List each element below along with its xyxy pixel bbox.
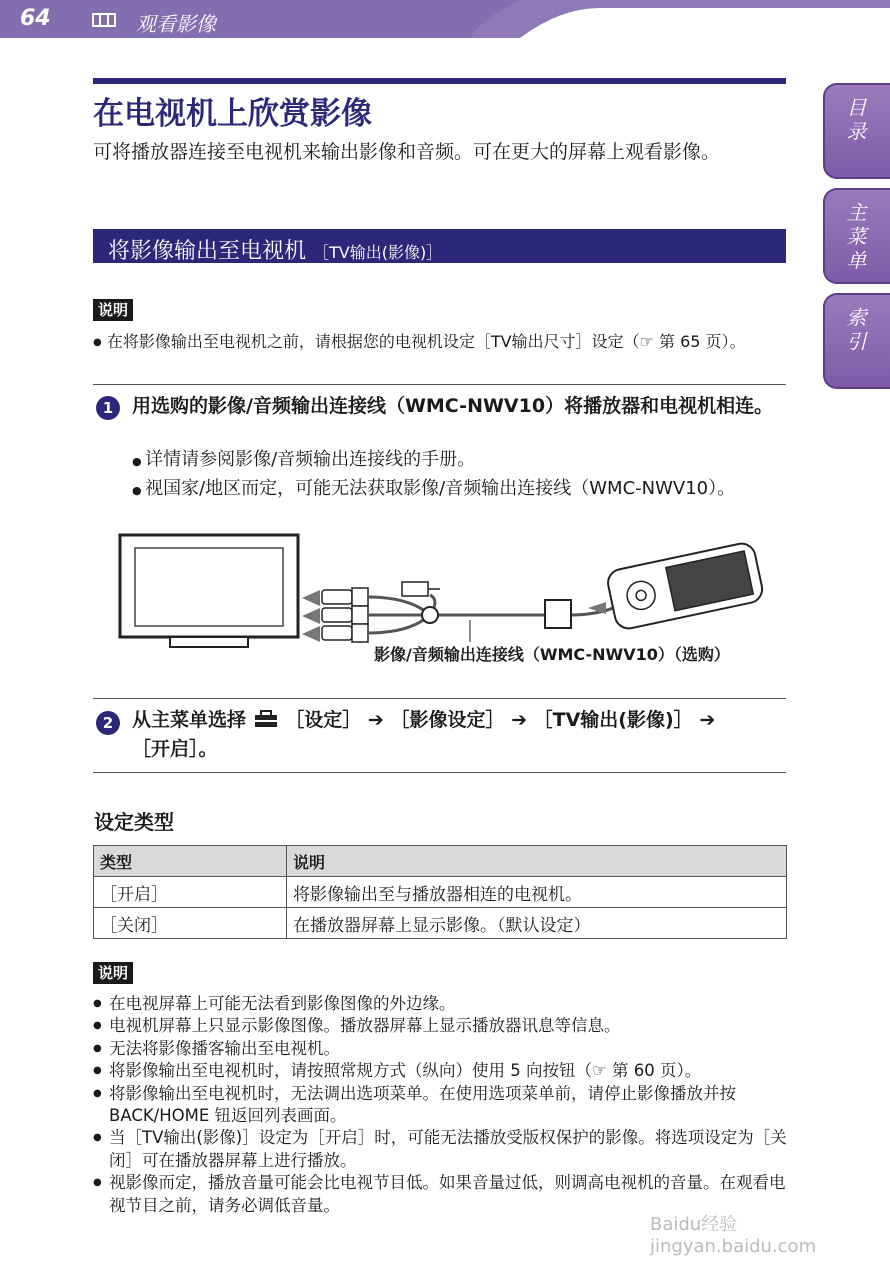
page-title: 在电视机上欣赏影像: [93, 96, 372, 132]
note1-text: 在将影像输出至电视机之前，请根据您的电视机设定［TV输出尺寸］设定（☞ 第 65 页）。: [106, 332, 746, 351]
video-icon: [92, 13, 116, 27]
step2-number: 2: [96, 711, 120, 735]
bullet-icon: ●: [132, 484, 146, 497]
note-label: [93, 299, 133, 320]
divider: [93, 772, 786, 773]
step2-text: [132, 706, 782, 764]
table-cell: ［开启］: [94, 877, 287, 908]
table-row: [94, 908, 787, 939]
watermark: Baidu经验 jingyan.baidu.com: [650, 1214, 817, 1257]
tv-icon: [120, 535, 298, 647]
list-item: ● 当［TV输出(影像)］设定为［开启］时，可能无法播放受版权保护的影像。将选项设定为［关闭］可在播放器屏幕上进行播放。: [93, 1127, 787, 1172]
step2-prefix: 从主菜单选择: [132, 709, 247, 731]
divider: [93, 698, 786, 699]
tab-main-menu[interactable]: [823, 188, 890, 284]
tab-label: 目录: [843, 97, 867, 145]
tv-output-label: ［TV输出(影像)］: [533, 709, 693, 731]
connector-icon: [545, 600, 571, 628]
table-header-row: [94, 846, 787, 877]
video-settings-label: ［影像设定］: [390, 709, 505, 731]
list-item: ● 在电视屏幕上可能无法看到影像图像的外边缘。: [93, 993, 787, 1015]
connection-illustration: [110, 530, 790, 660]
notes-list: [93, 993, 787, 1217]
tab-label: 主菜单: [843, 202, 867, 274]
note-label: [93, 962, 133, 983]
table-cell: ［关闭］: [94, 908, 287, 939]
cable-lines: [368, 595, 620, 633]
table-header: 类型: [94, 846, 287, 877]
list-item: ● 视影像而定，播放音量可能会比电视节目低。如果音量过低，则调高电视机的音量。在观看电视节目之前，请务必调低音量。: [93, 1172, 787, 1217]
bullet-icon: ●: [132, 455, 146, 468]
tab-label: 索引: [843, 307, 867, 355]
step1-number: 1: [96, 396, 120, 420]
figure-caption: 影像/音频输出连接线（WMC-NWV10）（选购）: [374, 645, 730, 664]
note-tag: 说明: [93, 299, 133, 321]
section-subtitle: ［TV输出(影像)］: [313, 243, 443, 262]
arrow-right-icon: ➔: [367, 709, 384, 731]
on-label: ［开启］。: [132, 738, 218, 760]
list-item: ● 详情请参阅影像/音频输出连接线的手册。: [132, 449, 476, 470]
page-number: 64: [20, 6, 51, 31]
intro-text: 可将播放器连接至电视机来输出影像和音频。可在更大的屏幕上观看影像。: [93, 141, 721, 163]
list-item: ● 无法将影像播客输出至电视机。: [93, 1038, 787, 1060]
header-bar: [0, 0, 890, 38]
section-title: [108, 234, 442, 265]
arrow-right-icon: ➔: [699, 709, 716, 731]
title-rule: [93, 78, 786, 84]
table-cell: 在播放器屏幕上显示影像。（默认设定）: [287, 908, 787, 939]
note1: [93, 330, 783, 354]
list-item: ● 将影像输出至电视机时，无法调出选项菜单。在使用选项菜单前，请停止影像播放并按 BACK/HOME 钮返回列表画面。: [93, 1083, 787, 1128]
settings-table: [93, 845, 787, 939]
rca-plug-icons: [322, 588, 368, 642]
arrow-right-icon: ➔: [511, 709, 528, 731]
toolbox-icon: [253, 710, 279, 728]
list-item: ● 电视机屏幕上只显示影像图像。播放器屏幕上显示播放器讯息等信息。: [93, 1015, 787, 1037]
usb-plug-icon: [402, 582, 440, 596]
cable-joint-icon: [422, 607, 438, 623]
list-item: ● 视国家/地区而定，可能无法获取影像/音频输出连接线（WMC-NWV10）。: [132, 478, 736, 499]
table-row: [94, 877, 787, 908]
step1-bullets: [132, 446, 782, 504]
section-title-text: 将影像输出至电视机: [108, 239, 307, 264]
header-section: 观看影像: [136, 12, 216, 36]
arrow-icons: [302, 590, 320, 642]
step1-text: 用选购的影像/音频输出连接线（WMC-NWV10）将播放器和电视机相连。: [132, 395, 774, 417]
player-icon: [606, 541, 765, 631]
settings-heading: 设定类型: [94, 810, 174, 834]
table-header: 说明: [287, 846, 787, 877]
settings-label: ［设定］: [285, 709, 362, 731]
table-cell: 将影像输出至与播放器相连的电视机。: [287, 877, 787, 908]
bullet-icon: ●: [93, 337, 102, 348]
tab-contents[interactable]: [823, 83, 890, 179]
note-tag: 说明: [93, 962, 133, 984]
divider: [93, 384, 786, 385]
list-item: ● 将影像输出至电视机时，请按照常规方式（纵向）使用 5 向按钮（☞ 第 60 页）。: [93, 1060, 787, 1082]
tab-index[interactable]: [823, 293, 890, 389]
